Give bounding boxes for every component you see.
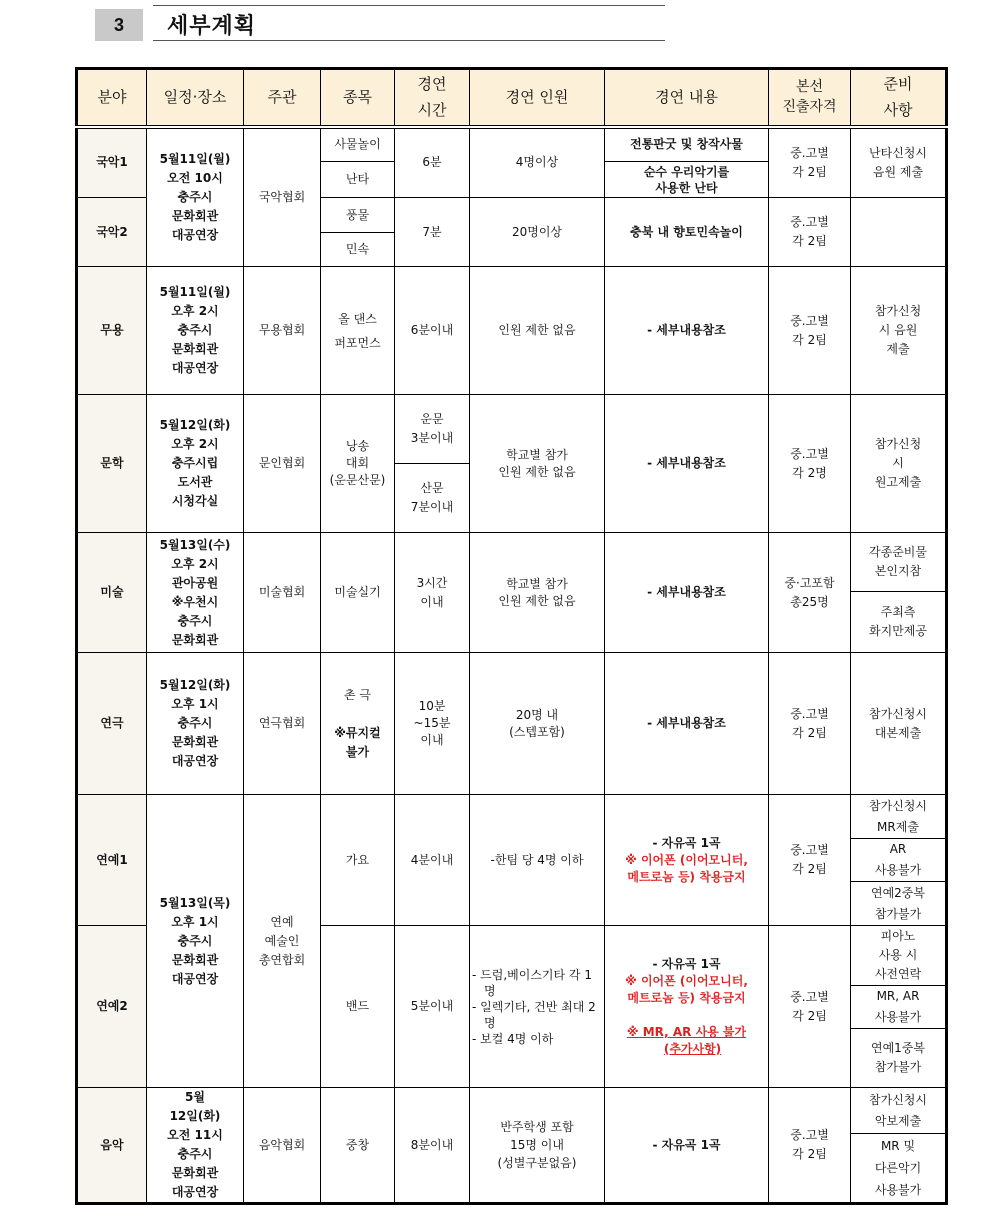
qualify-cell: 중·고포함 총25명: [769, 533, 851, 653]
event-cell: 낭송 대회 (운문산문): [321, 395, 395, 533]
section-heading: [95, 5, 665, 39]
organizer-cell: 음악협회: [244, 1088, 321, 1204]
prep-cell: MR 및 다른악기 사용불가: [851, 1134, 947, 1204]
header-row: [77, 69, 947, 127]
event-cell: 중창: [321, 1088, 395, 1204]
members-cell: -한팀 당 4명 이하: [470, 795, 605, 926]
event-cell: 사물놀이: [321, 127, 395, 162]
header-field: 분야: [77, 69, 147, 127]
schedule-cell: 5월11일(월) 오전 10시 충주시 문화회관 대공연장: [147, 127, 244, 267]
time-cell: 8분이내: [395, 1088, 470, 1204]
time-cell: 10분 ~15분 이내: [395, 653, 470, 795]
content-cell: - 자유곡 1곡 ※ 이어폰 (이어모니터, 메트로놈 등) 착용금지 ※ MR, AR 사용 불가 (추가사항): [605, 926, 769, 1088]
time-cell: 4분이내: [395, 795, 470, 926]
event-cell: 미술실기: [321, 533, 395, 653]
members-cell: - 드럼,베이스기타 각 1명 - 일렉기타, 건반 최대 2명 - 보컬 4명 이하: [470, 926, 605, 1088]
prep-cell: MR, AR 사용불가: [851, 986, 947, 1029]
members-cell: 20명이상: [470, 198, 605, 267]
table-row: [77, 533, 947, 592]
qualify-cell: 중.고별 각 2팀: [769, 198, 851, 267]
prep-cell: 주최측 화지만제공: [851, 592, 947, 653]
prep-cell: 참가신청시 MR제출: [851, 795, 947, 839]
table-row: [77, 1088, 947, 1134]
field-cell: 연예2: [77, 926, 147, 1088]
field-cell: 국악1: [77, 127, 147, 198]
field-cell: 연극: [77, 653, 147, 795]
event-cell: 난타: [321, 162, 395, 198]
header-organizer: 주관: [244, 69, 321, 127]
event-cell: 밴드: [321, 926, 395, 1088]
content-cell: 순수 우리악기를 사용한 난타: [605, 162, 769, 198]
schedule-cell: 5월 12일(화) 오전 11시 충주시 문화회관 대공연장: [147, 1088, 244, 1204]
schedule-cell: 5월12일(화) 오후 2시 충주시립 도서관 시청각실: [147, 395, 244, 533]
header-qualify: 본선 진출자격: [769, 69, 851, 127]
content-cell: - 세부내용참조: [605, 533, 769, 653]
header-schedule: 일정·장소: [147, 69, 244, 127]
table-row: [77, 653, 947, 795]
field-cell: 음악: [77, 1088, 147, 1204]
field-cell: 연예1: [77, 795, 147, 926]
qualify-cell: 중.고별 각 2팀: [769, 267, 851, 395]
field-cell: 무용: [77, 267, 147, 395]
prep-cell: 참가신청시 악보제출: [851, 1088, 947, 1134]
organizer-cell: 미술협회: [244, 533, 321, 653]
content-cell: - 세부내용참조: [605, 653, 769, 795]
members-cell: 20명 내 (스텝포함): [470, 653, 605, 795]
content-cell: - 세부내용참조: [605, 395, 769, 533]
qualify-cell: 중.고별 각 2팀: [769, 653, 851, 795]
schedule-cell: 5월11일(월) 오후 2시 충주시 문화회관 대공연장: [147, 267, 244, 395]
prep-cell: AR 사용불가: [851, 839, 947, 882]
qualify-cell: 중.고별 각 2명: [769, 395, 851, 533]
table-row: [77, 127, 947, 162]
time-cell: 6분: [395, 127, 470, 198]
table-row: [77, 795, 947, 839]
field-cell: 문학: [77, 395, 147, 533]
event-cell: 가요: [321, 795, 395, 926]
members-cell: 4명이상: [470, 127, 605, 198]
header-prep: 준비 사항: [851, 69, 947, 127]
header-time: 경연 시간: [395, 69, 470, 127]
qualify-cell: 중.고별 각 2팀: [769, 795, 851, 926]
organizer-cell: 연극협회: [244, 653, 321, 795]
organizer-cell: 연예 예술인 총연합회: [244, 795, 321, 1088]
time-cell: 산문 7분이내: [395, 464, 470, 533]
organizer-cell: 문인협회: [244, 395, 321, 533]
time-cell: 운문 3분이내: [395, 395, 470, 464]
members-cell: 학교별 참가 인원 제한 없음: [470, 533, 605, 653]
section-title: 세부계획: [167, 14, 257, 39]
schedule-cell: 5월13일(목) 오후 1시 충주시 문화회관 대공연장: [147, 795, 244, 1088]
prep-cell: 연예2중복 참가불가: [851, 882, 947, 926]
prep-cell: 난타신청시 음원 제출: [851, 127, 947, 198]
section-title-box: [153, 5, 665, 41]
qualify-cell: 중.고별 각 2팀: [769, 127, 851, 198]
content-cell: - 세부내용참조: [605, 267, 769, 395]
section-number: 3: [95, 9, 143, 41]
prep-cell: 각종준비물 본인지참: [851, 533, 947, 592]
time-cell: 6분이내: [395, 267, 470, 395]
time-cell: 5분이내: [395, 926, 470, 1088]
prep-cell: 피아노 사용 시 사전연락: [851, 926, 947, 986]
event-cell: 풍물: [321, 198, 395, 233]
content-cell: - 자유곡 1곡: [605, 1088, 769, 1204]
schedule-cell: 5월12일(화) 오후 1시 충주시 문화회관 대공연장: [147, 653, 244, 795]
content-cell: 충북 내 향토민속놀이: [605, 198, 769, 267]
header-members: 경연 인원: [470, 69, 605, 127]
members-cell: 인원 제한 없음: [470, 267, 605, 395]
schedule-cell: 5월13일(수) 오후 2시 관아공원 ※우천시 충주시 문화회관: [147, 533, 244, 653]
members-cell: 학교별 참가 인원 제한 없음: [470, 395, 605, 533]
event-cell: 올 댄스 퍼포먼스: [321, 267, 395, 395]
header-content: 경연 내용: [605, 69, 769, 127]
time-cell: 3시간 이내: [395, 533, 470, 653]
prep-cell: 참가신청시 대본제출: [851, 653, 947, 795]
content-cell: - 자유곡 1곡 ※ 이어폰 (이어모니터, 메트로놈 등) 착용금지: [605, 795, 769, 926]
members-cell: 반주학생 포함 15명 이내 (성별구분없음): [470, 1088, 605, 1204]
qualify-cell: 중.고별 각 2팀: [769, 926, 851, 1088]
prep-cell: 참가신청 시 원고제출: [851, 395, 947, 533]
event-cell: 촌 극 ※뮤지컬 불가: [321, 653, 395, 795]
organizer-cell: 국악협회: [244, 127, 321, 267]
table-row: [77, 267, 947, 395]
field-cell: 미술: [77, 533, 147, 653]
qualify-cell: 중.고별 각 2팀: [769, 1088, 851, 1204]
header-event: 종목: [321, 69, 395, 127]
organizer-cell: 무용협회: [244, 267, 321, 395]
field-cell: 국악2: [77, 198, 147, 267]
time-cell: 7분: [395, 198, 470, 267]
prep-cell: 연예1중복 참가불가: [851, 1029, 947, 1088]
table-row: [77, 395, 947, 464]
event-cell: 민속: [321, 233, 395, 267]
prep-cell: [851, 198, 947, 267]
prep-cell: 참가신청 시 음원 제출: [851, 267, 947, 395]
content-cell: 전통판굿 및 창작사물: [605, 127, 769, 162]
detail-plan-table: [75, 67, 948, 1205]
